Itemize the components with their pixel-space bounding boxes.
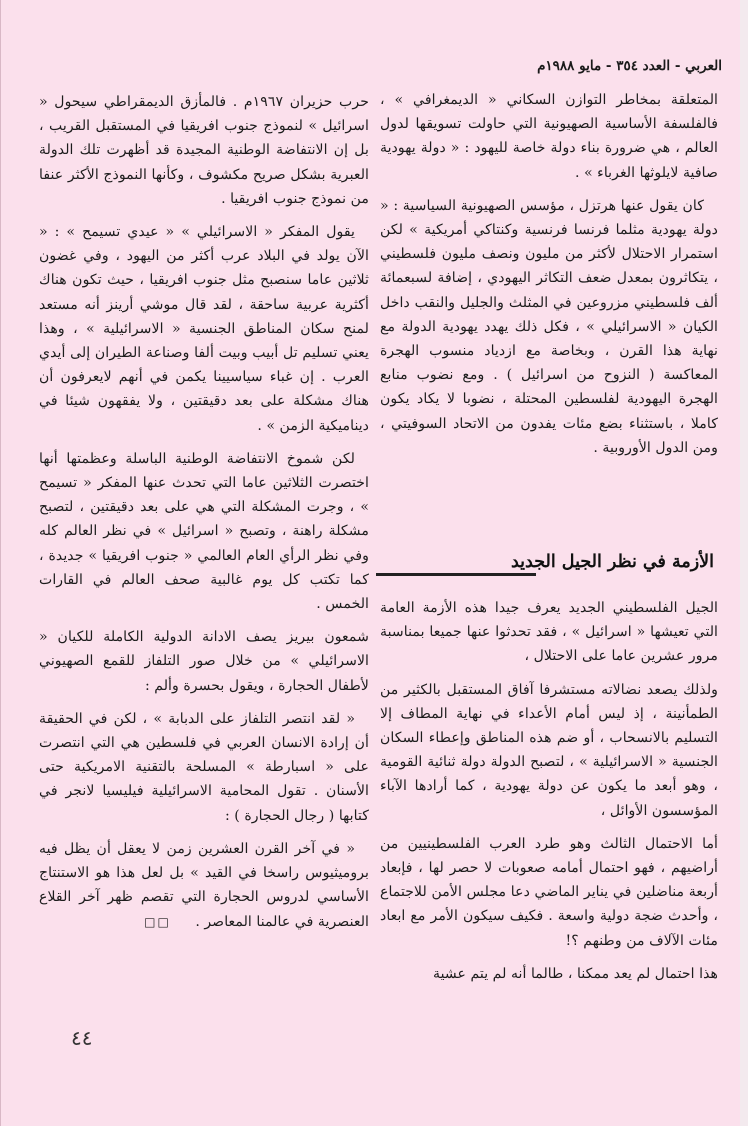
right-column-bottom — [380, 596, 718, 995]
paragraph: كان يقول عنها هرتزل ، مؤسس الصهيونية السياسية : « دولة يهودية مثلما فرنسا فرنسية وكنتاكي أمريكية » لكن استمرار الاحتلال لأكثر من مليون ونصف مليون فلسطيني ، يتكاثرون بمعدل ضعف التكاثر اليهودي ، إضافة لسبعمائة ألف فلسطيني مزروعين في المثلث والجليل والنقب داخل الكيان « الاسرائيلي » ، فكل ذلك يهدد يهودية الدولة مع نهاية هذا القرن ، وبخاصة مع ازدياد منسوب الهجرة المعاكسة ( النزوح من اسرائيل ) . ومع نضوب منابع الهجرة اليهودية لفلسطين المحتلة ، نضوبا لا يكاد يكون كاملا ، باستثناء بضع مئات يفدون من الاتحاد السوفيتي ، ومن الدول الأوروبية . — [380, 197, 718, 456]
paragraph: حرب حزيران ١٩٦٧م . فالمأزق الديمقراطي سيحول « اسرائيل » لنموذج جنوب افريقيا في المستقبل القريب ، بل إن الانتفاضة الوطنية المجيدة قد أظهرت تلك الدولة العبرية بشكل صريح مكشوف ، وكأنها النموذج الأكثر عنفا من نموذج جنوب افريقيا . — [39, 94, 369, 207]
right-column-top — [380, 88, 718, 469]
paragraph: الجيل الفلسطيني الجديد يعرف جيدا هذه الأزمة العامة التي تعيشها « اسرائيل » ، فقد تحدثوا عنها جميعا بمناسبة مرور عشرين عاما على الاحتلال ، — [380, 600, 718, 665]
paragraph: هذا احتمال لم يعد ممكنا ، طالما أنه لم يتم عشية — [432, 965, 718, 982]
paragraph: يقول المفكر « الاسرائيلي » « عيدي تسيمح » : « الآن يولد في البلاد عرب أكثر من اليهود ، وفي غضون ثلاثين عاما سنصبح مثل جنوب افريقيا ، حيث تكون هناك أكثرية عربية ساحقة ، لقد قال موشي أرينز أنه مستعد لمنح سكان المناطق الجنسية « الاسرائيلية » ، وهذا يعني تسليم تل أبيب وبيت ألفا وصناعة الطيران إلى أيدي العرب . إن غباء سياسيينا يكمن في أنهم لايعرفون أن هناك مشكلة على بعد دقيقتين ، ولا يفقهون شيئا في ديناميكية الزمن » . — [39, 224, 369, 434]
section-heading — [376, 546, 718, 578]
paragraph: « لقد انتصر التلفاز على الدبابة » ، لكن في الحقيقة أن إرادة الانسان العربي في فلسطين هي التي انتصرت على « اسبارطة » المسلحة بالتقنية الامريكية حتى الأسنان . تقول المحامية الاسرائيلية فيليسيا لانجر في كتابها ( رجال الحجارة ) : — [39, 710, 369, 824]
end-mark: □□ — [144, 914, 171, 929]
paragraph: أما الاحتمال الثالث وهو طرد العرب الفلسطينيين من أراضيهم ، فهو احتمال أمامه صعوبات لا حصر لها ، فإبعاد أربعة مناضلين في يناير الماضي دعا مجلس الأمن للاجتماع ، وأحدث ضجة دولية واسعة . فكيف سيكون الأمر مع ابعاد مئات الآلاف من وطنهم ؟! — [380, 835, 718, 949]
heading-rule — [376, 573, 536, 576]
page-number: ٤٤ — [71, 1026, 93, 1050]
section-heading-text: الأزمة في نظر الجيل الجديد — [510, 552, 714, 572]
paragraph: لكن شموخ الانتفاضة الوطنية الباسلة وعظمتها أنها اختصرت الثلاثين عاما التي تحدث عنها المفكر « تسيمح » ، وجرت المشكلة التي هي على بعد دقيقتين ، لتصبح مشكلة راهنة ، وتصبح « اسرائيل » في نظر العالم كله وفي نظر الرأي العام العالمي « جنوب افريقيا » جديدة ، كما تكتب كل يوم غالبية صحف العالم في القارات الخمس . — [39, 450, 369, 613]
paragraph-last — [39, 837, 369, 934]
paragraph-text: « في آخر القرن العشرين زمن لا يعقل أن يظل فيه بروميثيوس راسخا في القيد » بل لعل هذا هو الاستنتاج الأساسي لدروس الحجارة التي تقصم ظهر آخر القلاع العنصرية في عالمنا المعاصر . — [39, 840, 369, 930]
paragraph: ولذلك يصعد نضالاته مستشرفا آفاق المستقبل بالكثير من الطمأنينة ، إذ ليس أمام الأعداء في نهاية المطاف إلا التسليم بالانسحاب ، أو ضم هذه المناطق وإعطاء السكان الجنسية « الاسرائيلية » ، لتصبح الدولة دولة ثنائية القومية ، وهو أبعد ما يكون عن دولة يهودية ، كما أرادها الآباء المؤسسون الأوائل ، — [380, 681, 718, 819]
page-edge — [740, 0, 748, 1126]
paragraph: المتعلقة بمخاطر التوازن السكاني « الديمغرافي » ، فالفلسفة الأساسية الصهيونية التي حاولت تسويقها لدول العالم ، هي ضرورة بناء دولة خاصة لليهود : « دولة يهودية صافية لايلوثها الغرباء » . — [380, 92, 718, 181]
running-head: العربي - العدد ٣٥٤ - مايو ١٩٨٨م — [537, 58, 722, 74]
left-column — [39, 90, 369, 943]
paragraph: شمعون بيريز يصف الادانة الدولية الكاملة للكيان « الاسرائيلي » من خلال صور التلفاز للقمع الصهيوني لأطفال الحجارة ، ويقول بحسرة وألم : — [39, 629, 369, 694]
